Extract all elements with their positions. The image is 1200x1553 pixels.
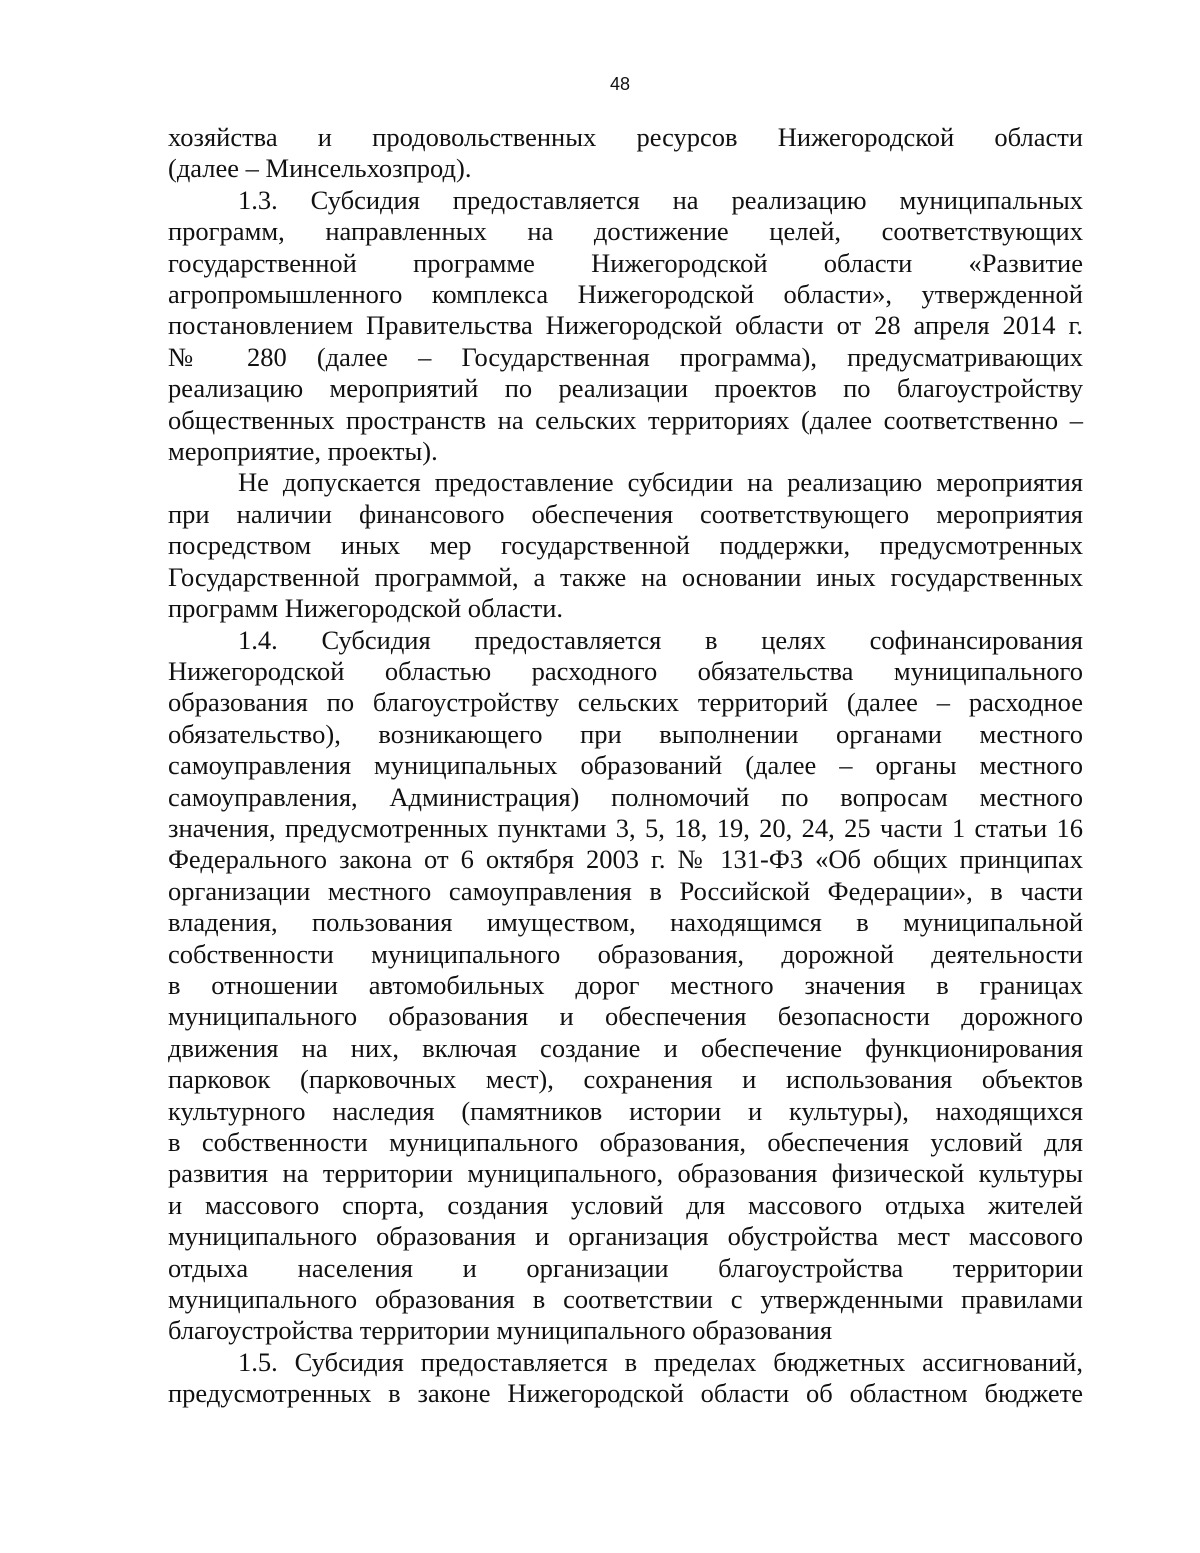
text-line: Федерального закона от 6 октября 2003 г. № 131-ФЗ «Об общих принципах: [168, 844, 1083, 875]
text-line: значения, предусмотренных пунктами 3, 5, 18, 19, 20, 24, 25 части 1 статьи 16: [168, 812, 1083, 843]
text-line: программ Нижегородской области.: [168, 593, 564, 624]
text-line: и массового спорта, создания условий для массового отдыха жителей: [168, 1189, 1083, 1220]
document-body: [168, 122, 1083, 1410]
text-line: в отношении автомобильных дорог местного значения в границах: [168, 969, 1083, 1000]
text-line: постановлением Правительства Нижегородской области от 28 апреля 2014 г.: [168, 310, 1083, 341]
text-line: образования по благоустройству сельских территорий (далее – расходное: [168, 687, 1083, 718]
text-line: движения на них, включая создание и обеспечение функционирования: [168, 1032, 1083, 1063]
text-line: предусмотренных в законе Нижегородской области об областном бюджете: [168, 1378, 1083, 1409]
text-line: собственности муниципального образования, дорожной деятельности: [168, 938, 1083, 969]
text-line: посредством иных мер государственной поддержки, предусмотренных: [168, 530, 1083, 561]
text-line: № 280 (далее – Государственная программа), предусматривающих: [168, 341, 1083, 372]
text-line: самоуправления, Администрация) полномочий по вопросам местного: [168, 781, 1083, 812]
text-line: развития на территории муниципального, образования физической культуры: [168, 1158, 1083, 1189]
text-line: парковок (парковочных мест), сохранения и использования объектов: [168, 1064, 1083, 1095]
text-line: самоуправления муниципальных образований (далее – органы местного: [168, 750, 1083, 781]
text-line: агропромышленного комплекса Нижегородской области», утвержденной: [168, 279, 1083, 310]
text-line: общественных пространств на сельских территориях (далее соответственно –: [168, 404, 1083, 435]
text-line: муниципального образования и обеспечения безопасности дорожного: [168, 1001, 1083, 1032]
text-line: в собственности муниципального образования, обеспечения условий для: [168, 1127, 1083, 1157]
text-line: обязательство), возникающего при выполнении органами местного: [168, 718, 1083, 749]
text-line: (далее – Минсельхозпрод).: [168, 153, 472, 184]
text-line: 1.5. Субсидия предоставляется в пределах бюджетных ассигнований,: [238, 1346, 1083, 1377]
page-number: 48: [609, 74, 631, 94]
text-line: государственной программе Нижегородской области «Развитие: [168, 247, 1083, 278]
text-line: муниципального образования в соответствии с утвержденными правилами: [168, 1284, 1083, 1315]
text-line: культурного наследия (памятников истории и культуры), находящихся: [168, 1095, 1083, 1126]
text-line: хозяйства и продовольственных ресурсов Нижегородской области: [168, 122, 1083, 152]
text-line: Государственной программой, а также на основании иных государственных: [168, 561, 1083, 592]
text-line: благоустройства территории муниципального образования: [168, 1315, 833, 1346]
text-line: Нижегородской областью расходного обязательства муниципального: [168, 655, 1083, 686]
text-line: 1.4. Субсидия предоставляется в целях софинансирования: [238, 624, 1083, 655]
text-line: программ, направленных на достижение целей, соответствующих: [168, 216, 1083, 247]
text-line: реализацию мероприятий по реализации проектов по благоустройству: [168, 373, 1083, 404]
text-line: муниципального образования и организация обустройства мест массового: [168, 1221, 1083, 1252]
text-line: организации местного самоуправления в Российской Федерации», в части: [168, 875, 1083, 906]
text-line: 1.3. Субсидия предоставляется на реализацию муниципальных: [238, 184, 1083, 215]
text-line: отдыха населения и организации благоустройства территории: [168, 1252, 1083, 1283]
text-line: мероприятие, проекты).: [168, 436, 438, 467]
text-line: при наличии финансового обеспечения соответствующего мероприятия: [168, 498, 1083, 529]
text-line: Не допускается предоставление субсидии на реализацию мероприятия: [238, 467, 1083, 498]
text-line: владения, пользования имуществом, находящимся в муниципальной: [168, 907, 1083, 938]
